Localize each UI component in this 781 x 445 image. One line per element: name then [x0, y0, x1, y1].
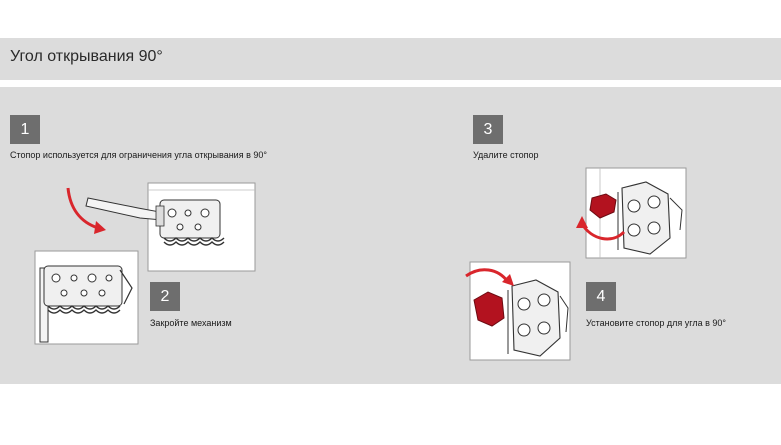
step-2-badge: 2: [150, 282, 180, 311]
step-1-badge: 1: [10, 115, 40, 144]
step-4-text: Установите стопор для угла в 90°: [586, 318, 726, 328]
page-title: Угол открывания 90°: [10, 48, 163, 65]
arrow-head-icon: [94, 221, 106, 234]
step-4-badge: 4: [586, 282, 616, 311]
stopper-install-illustration: [462, 262, 572, 362]
hinge-closed-illustration: [34, 248, 140, 346]
step-1-text: Стопор используется для ограничения угла открывания в 90°: [10, 150, 267, 160]
step-3-text: Удалите стопор: [473, 150, 539, 160]
stopper-remove-illustration: [572, 168, 688, 260]
step-2-text: Закройте механизм: [150, 318, 232, 328]
step-3-badge: 3: [473, 115, 503, 144]
